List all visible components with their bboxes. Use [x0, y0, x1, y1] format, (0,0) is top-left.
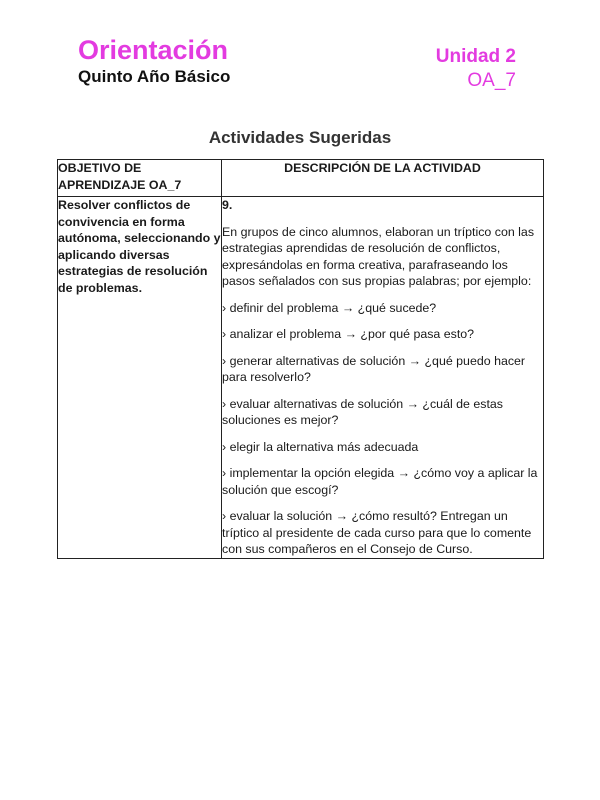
subject-title: Orientación: [78, 35, 229, 65]
grade-label: Quinto Año Básico: [78, 67, 231, 86]
list-item: › definir del problema → ¿qué sucede?: [222, 300, 437, 315]
list-item: › analizar el problema → ¿por qué pasa esto?: [222, 327, 475, 341]
table-row: [58, 197, 544, 559]
unit-label: Unidad 2: [435, 46, 516, 67]
description-cell: [222, 197, 544, 559]
description-column-header: DESCRIPCIÓN DE LA ACTIVIDAD: [222, 160, 544, 197]
list-item: › evaluar la solución → ¿cómo resultó? Entregan un tríptico al presidente de cada curso para que lo comente con sus compañeros en el Consejo de Curso.: [222, 509, 532, 556]
list-item: › elegir la alternativa más adecuada: [222, 439, 419, 454]
oa-code: OA_7: [467, 70, 516, 91]
objective-cell: Resolver conflictos de convivencia en forma autónoma, seleccionando y aplicando diversas estrategias de resolución de problemas.: [58, 197, 222, 559]
objective-column-header: OBJETIVO DE APRENDIZAJE OA_7: [58, 160, 222, 197]
activities-table: [57, 159, 544, 559]
table-header-row: [58, 160, 544, 197]
steps-list: [222, 300, 543, 558]
activity-intro: En grupos de cinco alumnos, elaboran un tríptico con las estrategias aprendidas de resolución de conflictos, expresándolas en forma creativa, parafraseando los pasos señalados con sus propias palabras; por ejemplo:: [222, 224, 535, 288]
section-title: Actividades Sugeridas: [208, 128, 392, 147]
page-header-right: [436, 45, 516, 93]
activity-number: 9.: [222, 198, 233, 212]
list-item: › generar alternativas de solución → ¿qué puedo hacer para resolverlo?: [222, 353, 526, 384]
list-item: › implementar la opción elegida → ¿cómo voy a aplicar la solución que escogí?: [222, 466, 538, 497]
page-header-left: [78, 34, 230, 88]
list-item: › evaluar alternativas de solución → ¿cuál de estas soluciones es mejor?: [222, 396, 503, 427]
